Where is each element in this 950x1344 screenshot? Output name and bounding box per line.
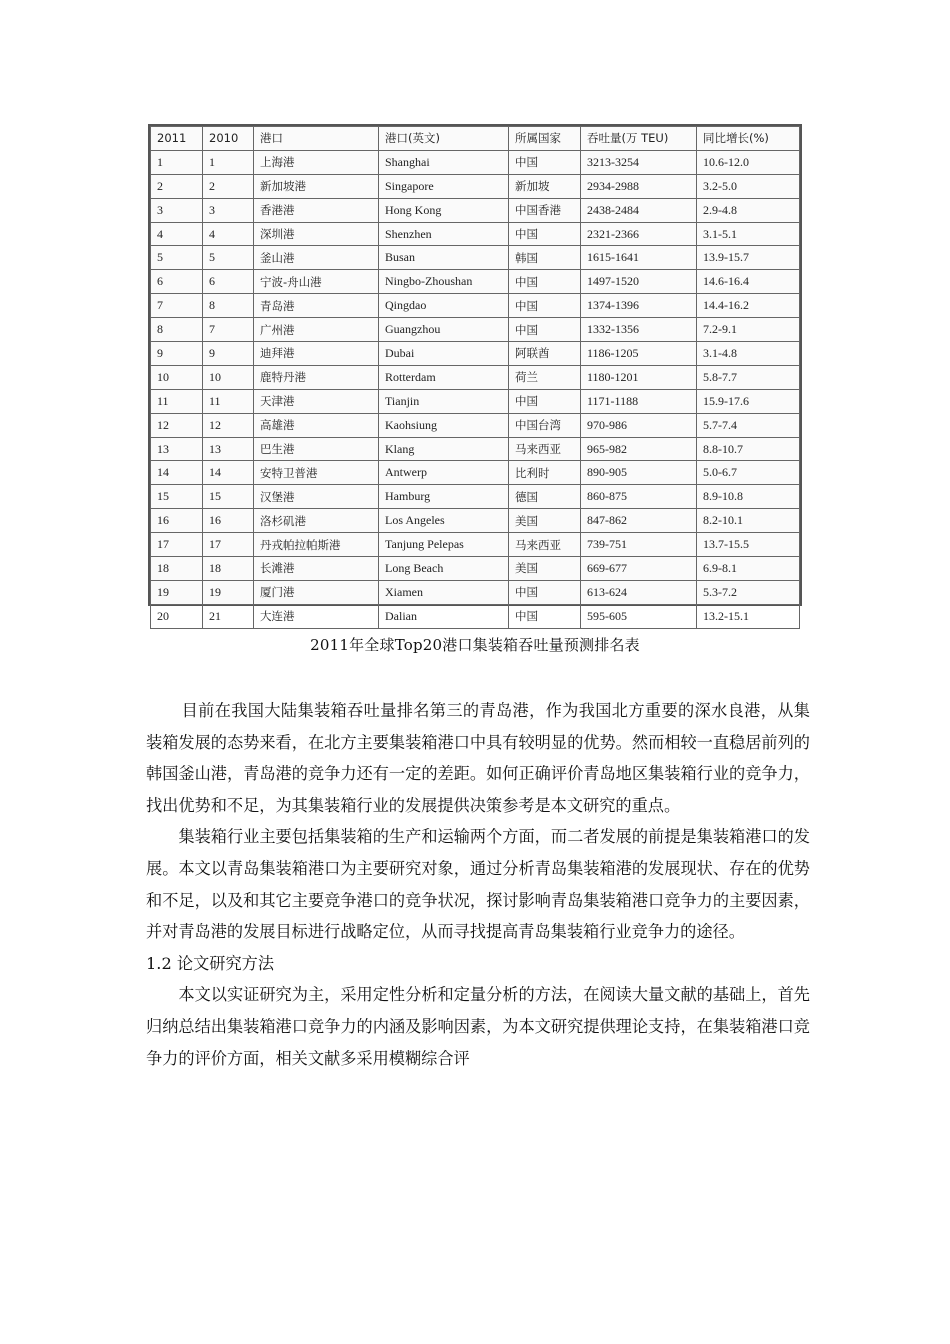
table-cell: Qingdao bbox=[379, 294, 509, 318]
table-cell: 1 bbox=[203, 150, 254, 174]
table-cell: 7 bbox=[151, 294, 203, 318]
table-cell: 迪拜港 bbox=[254, 342, 379, 366]
table-row bbox=[151, 270, 800, 294]
table-cell: Busan bbox=[379, 246, 509, 270]
table-cell: 7 bbox=[203, 318, 254, 342]
table-cell: 14 bbox=[151, 461, 203, 485]
table-cell: 荷兰 bbox=[509, 365, 581, 389]
table-cell: 8 bbox=[203, 294, 254, 318]
table-cell: 19 bbox=[151, 580, 203, 604]
table-cell: 香港港 bbox=[254, 198, 379, 222]
table-cell: 巴生港 bbox=[254, 437, 379, 461]
table-cell: 洛杉矶港 bbox=[254, 509, 379, 533]
table-cell: 1186-1205 bbox=[581, 342, 697, 366]
table-cell: 5 bbox=[203, 246, 254, 270]
table-cell: 1332-1356 bbox=[581, 318, 697, 342]
table-cell: 12 bbox=[151, 413, 203, 437]
table-cell: Shanghai bbox=[379, 150, 509, 174]
table-cell: 613-624 bbox=[581, 580, 697, 604]
table-cell: Hamburg bbox=[379, 485, 509, 509]
table-cell: 大连港 bbox=[254, 604, 379, 628]
table-cell: 14 bbox=[203, 461, 254, 485]
table-cell: Singapore bbox=[379, 174, 509, 198]
table-cell: 4 bbox=[151, 222, 203, 246]
table-cell: Tanjung Pelepas bbox=[379, 533, 509, 557]
table-row bbox=[151, 246, 800, 270]
table-cell: 10 bbox=[203, 365, 254, 389]
table-cell: 上海港 bbox=[254, 150, 379, 174]
table-cell: 11 bbox=[151, 389, 203, 413]
table-cell: 中国台湾 bbox=[509, 413, 581, 437]
table-cell: 5.7-7.4 bbox=[697, 413, 800, 437]
table-header-cell: 所属国家 bbox=[509, 127, 581, 151]
table-cell: 8.9-10.8 bbox=[697, 485, 800, 509]
table-cell: 长滩港 bbox=[254, 557, 379, 581]
table-cell: 1615-1641 bbox=[581, 246, 697, 270]
table-header-cell: 港口 bbox=[254, 127, 379, 151]
table-cell: 中国 bbox=[509, 604, 581, 628]
table-cell: 17 bbox=[203, 533, 254, 557]
table-cell: 10 bbox=[151, 365, 203, 389]
table-cell: 4 bbox=[203, 222, 254, 246]
table-cell: Antwerp bbox=[379, 461, 509, 485]
table-cell: 深圳港 bbox=[254, 222, 379, 246]
table-cell: Ningbo-Zhoushan bbox=[379, 270, 509, 294]
table-header-row bbox=[151, 127, 800, 151]
body-text bbox=[146, 695, 810, 1074]
table-cell: 中国 bbox=[509, 580, 581, 604]
table-cell: 1171-1188 bbox=[581, 389, 697, 413]
table-cell: 18 bbox=[151, 557, 203, 581]
table-cell: 新加坡 bbox=[509, 174, 581, 198]
table-cell: 13.9-15.7 bbox=[697, 246, 800, 270]
table-cell: Long Beach bbox=[379, 557, 509, 581]
table-cell: Klang bbox=[379, 437, 509, 461]
table-cell: 3.1-4.8 bbox=[697, 342, 800, 366]
table-cell: 比利时 bbox=[509, 461, 581, 485]
table-cell: 3 bbox=[151, 198, 203, 222]
table-cell: 中国 bbox=[509, 389, 581, 413]
table-row bbox=[151, 533, 800, 557]
paragraph-2: 集装箱行业主要包括集装箱的生产和运输两个方面，而二者发展的前提是集装箱港口的发展。本文以青岛集装箱港口为主要研究对象，通过分析青岛集装箱港的发展现状、存在的优势和不足，以及和其它主要竞争港口的竞争状况，探讨影响青岛集装箱港口竞争力的主要因素，并对青岛港的发展目标进行战略定位，从而寻找提高青岛集装箱行业竞争力的途径。 bbox=[146, 827, 810, 942]
table-cell: 中国香港 bbox=[509, 198, 581, 222]
table-cell: 14.6-16.4 bbox=[697, 270, 800, 294]
table-cell: 20 bbox=[151, 604, 203, 628]
table-cell: 860-875 bbox=[581, 485, 697, 509]
table-cell: Dubai bbox=[379, 342, 509, 366]
table-header-cell: 吞吐量(万 TEU) bbox=[581, 127, 697, 151]
table-row bbox=[151, 174, 800, 198]
table-cell: 8 bbox=[151, 318, 203, 342]
table-row bbox=[151, 437, 800, 461]
table-row bbox=[151, 413, 800, 437]
table-cell: 10.6-12.0 bbox=[697, 150, 800, 174]
table-row bbox=[151, 198, 800, 222]
table-cell: 3213-3254 bbox=[581, 150, 697, 174]
table-cell: 16 bbox=[151, 509, 203, 533]
table-header-cell: 同比增长(%) bbox=[697, 127, 800, 151]
table-cell: Xiamen bbox=[379, 580, 509, 604]
table-cell: 18 bbox=[203, 557, 254, 581]
table-cell: 马来西亚 bbox=[509, 437, 581, 461]
table-row bbox=[151, 294, 800, 318]
table-cell: 3 bbox=[203, 198, 254, 222]
table-cell: 高雄港 bbox=[254, 413, 379, 437]
table-cell: 595-605 bbox=[581, 604, 697, 628]
table-cell: 中国 bbox=[509, 270, 581, 294]
table-cell: 2934-2988 bbox=[581, 174, 697, 198]
table-cell: 美国 bbox=[509, 509, 581, 533]
table-row bbox=[151, 509, 800, 533]
table-cell: 丹戎帕拉帕斯港 bbox=[254, 533, 379, 557]
table-cell: 11 bbox=[203, 389, 254, 413]
table-cell: 中国 bbox=[509, 150, 581, 174]
table-cell: 6 bbox=[203, 270, 254, 294]
table-cell: 15.9-17.6 bbox=[697, 389, 800, 413]
table-header-cell: 2010 bbox=[203, 127, 254, 151]
table-cell: 5.0-6.7 bbox=[697, 461, 800, 485]
table-row bbox=[151, 342, 800, 366]
table-cell: 3.2-5.0 bbox=[697, 174, 800, 198]
table-cell: 9 bbox=[203, 342, 254, 366]
table-cell: 12 bbox=[203, 413, 254, 437]
table-cell: 2.9-4.8 bbox=[697, 198, 800, 222]
table-row bbox=[151, 318, 800, 342]
table-cell: 8.2-10.1 bbox=[697, 509, 800, 533]
paragraph-1: 目前在我国大陆集装箱吞吐量排名第三的青岛港，作为我国北方重要的深水良港，从集装箱发展的态势来看，在北方主要集装箱港口中具有较明显的优势。然而相较一直稳居前列的韩国釜山港，青岛港的竞争力还有一定的差距。如何正确评价青岛地区集装箱行业的竞争力，找出优势和不足，为其集装箱行业的发展提供决策参考是本文研究的重点。 bbox=[146, 701, 810, 815]
table-cell: 安特卫普港 bbox=[254, 461, 379, 485]
table-cell: 1497-1520 bbox=[581, 270, 697, 294]
table-cell: 13.2-15.1 bbox=[697, 604, 800, 628]
table-row bbox=[151, 580, 800, 604]
table-cell: 中国 bbox=[509, 318, 581, 342]
table-cell: 宁波-舟山港 bbox=[254, 270, 379, 294]
table-header-cell: 港口(英文) bbox=[379, 127, 509, 151]
table-cell: Tianjin bbox=[379, 389, 509, 413]
table-cell: 847-862 bbox=[581, 509, 697, 533]
table-cell: 中国 bbox=[509, 222, 581, 246]
table-cell: 中国 bbox=[509, 294, 581, 318]
table-cell: 马来西亚 bbox=[509, 533, 581, 557]
table-cell: 6 bbox=[151, 270, 203, 294]
table-cell: 2 bbox=[151, 174, 203, 198]
table-row bbox=[151, 365, 800, 389]
table-cell: 2 bbox=[203, 174, 254, 198]
table-cell: Kaohsiung bbox=[379, 413, 509, 437]
table-cell: 青岛港 bbox=[254, 294, 379, 318]
table-cell: 釜山港 bbox=[254, 246, 379, 270]
table-row bbox=[151, 222, 800, 246]
table-cell: 5.3-7.2 bbox=[697, 580, 800, 604]
table-cell: 新加坡港 bbox=[254, 174, 379, 198]
table-cell: 天津港 bbox=[254, 389, 379, 413]
table-cell: 890-905 bbox=[581, 461, 697, 485]
table-cell: Rotterdam bbox=[379, 365, 509, 389]
table-cell: 韩国 bbox=[509, 246, 581, 270]
table-cell: 德国 bbox=[509, 485, 581, 509]
table-row bbox=[151, 150, 800, 174]
table-cell: 739-751 bbox=[581, 533, 697, 557]
table-cell: 广州港 bbox=[254, 318, 379, 342]
table-cell: 1180-1201 bbox=[581, 365, 697, 389]
table-cell: 669-677 bbox=[581, 557, 697, 581]
table-cell: 厦门港 bbox=[254, 580, 379, 604]
section-heading: 1.2 论文研究方法 bbox=[146, 953, 275, 973]
table-header-cell: 2011 bbox=[151, 127, 203, 151]
table-cell: 15 bbox=[203, 485, 254, 509]
table-cell: 9 bbox=[151, 342, 203, 366]
table-cell: Shenzhen bbox=[379, 222, 509, 246]
port-ranking-table bbox=[150, 126, 800, 629]
table-cell: 13 bbox=[151, 437, 203, 461]
table-cell: 13 bbox=[203, 437, 254, 461]
table-cell: 2321-2366 bbox=[581, 222, 697, 246]
table-cell: 3.1-5.1 bbox=[697, 222, 800, 246]
table-cell: 鹿特丹港 bbox=[254, 365, 379, 389]
table-cell: 1374-1396 bbox=[581, 294, 697, 318]
table-cell: 16 bbox=[203, 509, 254, 533]
table-row bbox=[151, 557, 800, 581]
table-cell: 7.2-9.1 bbox=[697, 318, 800, 342]
table-cell: 965-982 bbox=[581, 437, 697, 461]
table-row bbox=[151, 485, 800, 509]
table-cell: 17 bbox=[151, 533, 203, 557]
table-cell: 6.9-8.1 bbox=[697, 557, 800, 581]
paragraph-3: 本文以实证研究为主，采用定性分析和定量分析的方法，在阅读大量文献的基础上，首先归纳总结出集装箱港口竞争力的内涵及影响因素，为本文研究提供理论支持，在集装箱港口竞争力的评价方面，相关文献多采用模糊综合评 bbox=[146, 985, 810, 1068]
port-ranking-table-image bbox=[148, 124, 802, 624]
table-row bbox=[151, 461, 800, 485]
table-caption: 2011年全球Top20港口集装箱吞吐量预测排名表 bbox=[310, 636, 640, 654]
table-cell: 21 bbox=[203, 604, 254, 628]
table-cell: 阿联酋 bbox=[509, 342, 581, 366]
table-cell: 19 bbox=[203, 580, 254, 604]
table-cell: 1 bbox=[151, 150, 203, 174]
table-cell: 970-986 bbox=[581, 413, 697, 437]
table-cell: Guangzhou bbox=[379, 318, 509, 342]
table-row bbox=[151, 389, 800, 413]
table-row bbox=[151, 604, 800, 628]
table-cell: 8.8-10.7 bbox=[697, 437, 800, 461]
table-cell: 15 bbox=[151, 485, 203, 509]
table-cell: Los Angeles bbox=[379, 509, 509, 533]
table-cell: 14.4-16.2 bbox=[697, 294, 800, 318]
table-cell: 2438-2484 bbox=[581, 198, 697, 222]
table-cell: Dalian bbox=[379, 604, 509, 628]
table-cell: 13.7-15.5 bbox=[697, 533, 800, 557]
table-cell: 汉堡港 bbox=[254, 485, 379, 509]
table-cell: 美国 bbox=[509, 557, 581, 581]
table-cell: 5.8-7.7 bbox=[697, 365, 800, 389]
table-cell: 5 bbox=[151, 246, 203, 270]
table-cell: Hong Kong bbox=[379, 198, 509, 222]
